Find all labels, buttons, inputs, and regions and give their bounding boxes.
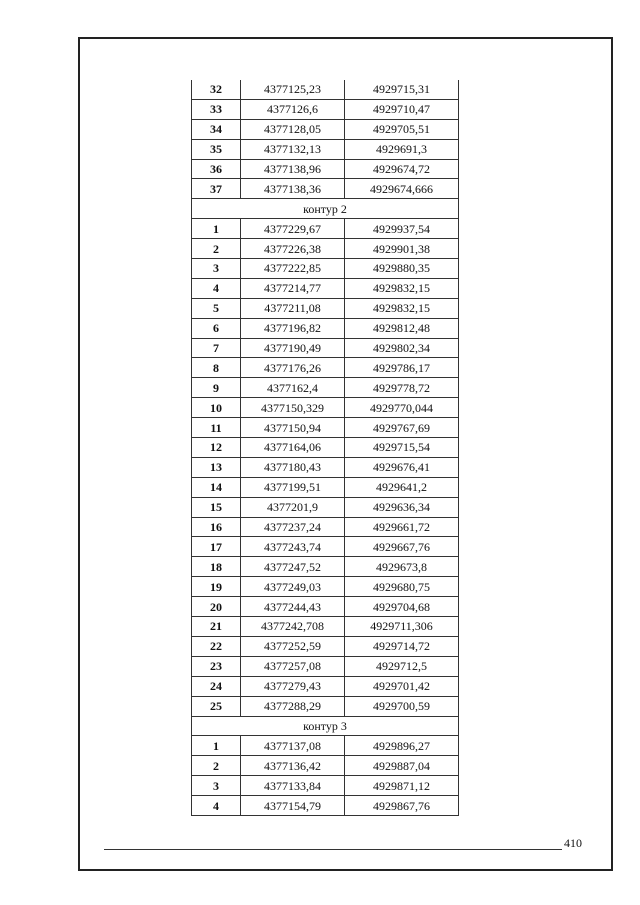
x-coordinate: 4377252,59 xyxy=(241,636,345,656)
y-coordinate: 4929937,54 xyxy=(345,219,459,239)
point-number: 22 xyxy=(192,636,241,656)
y-coordinate: 4929710,47 xyxy=(345,99,459,119)
x-coordinate: 4377199,51 xyxy=(241,477,345,497)
x-coordinate: 4377137,08 xyxy=(241,736,345,756)
point-number: 8 xyxy=(192,358,241,378)
y-coordinate: 4929786,17 xyxy=(345,358,459,378)
point-number: 25 xyxy=(192,696,241,716)
y-coordinate: 4929871,12 xyxy=(345,776,459,796)
section-title: контур 2 xyxy=(192,199,459,219)
table-row xyxy=(192,438,459,458)
y-coordinate: 4929896,27 xyxy=(345,736,459,756)
point-number: 4 xyxy=(192,796,241,816)
table-row xyxy=(192,517,459,537)
table-row xyxy=(192,338,459,358)
y-coordinate: 4929680,75 xyxy=(345,577,459,597)
point-number: 13 xyxy=(192,457,241,477)
x-coordinate: 4377138,36 xyxy=(241,179,345,199)
y-coordinate: 4929867,76 xyxy=(345,796,459,816)
point-number: 17 xyxy=(192,537,241,557)
x-coordinate: 4377237,24 xyxy=(241,517,345,537)
y-coordinate: 4929641,2 xyxy=(345,477,459,497)
table-row xyxy=(192,457,459,477)
point-number: 7 xyxy=(192,338,241,358)
table-row xyxy=(192,796,459,816)
y-coordinate: 4929802,34 xyxy=(345,338,459,358)
table-row xyxy=(192,80,459,99)
table-row xyxy=(192,318,459,338)
y-coordinate: 4929770,044 xyxy=(345,398,459,418)
y-coordinate: 4929778,72 xyxy=(345,378,459,398)
x-coordinate: 4377132,13 xyxy=(241,139,345,159)
y-coordinate: 4929767,69 xyxy=(345,418,459,438)
x-coordinate: 4377138,96 xyxy=(241,159,345,179)
table-row xyxy=(192,776,459,796)
x-coordinate: 4377190,49 xyxy=(241,338,345,358)
x-coordinate: 4377150,329 xyxy=(241,398,345,418)
x-coordinate: 4377154,79 xyxy=(241,796,345,816)
table-row xyxy=(192,99,459,119)
x-coordinate: 4377201,9 xyxy=(241,497,345,517)
table-row xyxy=(192,259,459,279)
y-coordinate: 4929832,15 xyxy=(345,298,459,318)
y-coordinate: 4929715,31 xyxy=(345,80,459,99)
y-coordinate: 4929704,68 xyxy=(345,597,459,617)
point-number: 15 xyxy=(192,497,241,517)
x-coordinate: 4377222,85 xyxy=(241,259,345,279)
x-coordinate: 4377279,43 xyxy=(241,676,345,696)
table-row xyxy=(192,219,459,239)
x-coordinate: 4377243,74 xyxy=(241,537,345,557)
point-number: 24 xyxy=(192,676,241,696)
point-number: 19 xyxy=(192,577,241,597)
x-coordinate: 4377136,42 xyxy=(241,756,345,776)
x-coordinate: 4377247,52 xyxy=(241,557,345,577)
table-row xyxy=(192,418,459,438)
point-number: 20 xyxy=(192,597,241,617)
x-coordinate: 4377214,77 xyxy=(241,278,345,298)
y-coordinate: 4929812,48 xyxy=(345,318,459,338)
point-number: 14 xyxy=(192,477,241,497)
point-number: 35 xyxy=(192,139,241,159)
table-row xyxy=(192,537,459,557)
y-coordinate: 4929832,15 xyxy=(345,278,459,298)
table-row xyxy=(192,497,459,517)
point-number: 4 xyxy=(192,278,241,298)
table-row xyxy=(192,298,459,318)
point-number: 3 xyxy=(192,776,241,796)
section-header-row xyxy=(192,199,459,219)
x-coordinate: 4377128,05 xyxy=(241,119,345,139)
coordinates-table xyxy=(191,80,459,816)
point-number: 36 xyxy=(192,159,241,179)
y-coordinate: 4929712,5 xyxy=(345,656,459,676)
point-number: 1 xyxy=(192,219,241,239)
point-number: 5 xyxy=(192,298,241,318)
table-row xyxy=(192,278,459,298)
table-row xyxy=(192,119,459,139)
y-coordinate: 4929901,38 xyxy=(345,239,459,259)
y-coordinate: 4929674,666 xyxy=(345,179,459,199)
y-coordinate: 4929701,42 xyxy=(345,676,459,696)
table-row xyxy=(192,597,459,617)
x-coordinate: 4377176,26 xyxy=(241,358,345,378)
table-row xyxy=(192,736,459,756)
x-coordinate: 4377288,29 xyxy=(241,696,345,716)
x-coordinate: 4377211,08 xyxy=(241,298,345,318)
point-number: 2 xyxy=(192,239,241,259)
y-coordinate: 4929676,41 xyxy=(345,457,459,477)
x-coordinate: 4377150,94 xyxy=(241,418,345,438)
x-coordinate: 4377196,82 xyxy=(241,318,345,338)
table-row xyxy=(192,477,459,497)
table-row xyxy=(192,756,459,776)
x-coordinate: 4377257,08 xyxy=(241,656,345,676)
x-coordinate: 4377125,23 xyxy=(241,80,345,99)
point-number: 2 xyxy=(192,756,241,776)
point-number: 18 xyxy=(192,557,241,577)
table-row xyxy=(192,557,459,577)
point-number: 9 xyxy=(192,378,241,398)
table-row xyxy=(192,696,459,716)
table-row xyxy=(192,358,459,378)
y-coordinate: 4929700,59 xyxy=(345,696,459,716)
y-coordinate: 4929661,72 xyxy=(345,517,459,537)
point-number: 16 xyxy=(192,517,241,537)
x-coordinate: 4377162,4 xyxy=(241,378,345,398)
point-number: 1 xyxy=(192,736,241,756)
x-coordinate: 4377164,06 xyxy=(241,438,345,458)
x-coordinate: 4377226,38 xyxy=(241,239,345,259)
table-row xyxy=(192,577,459,597)
point-number: 11 xyxy=(192,418,241,438)
y-coordinate: 4929715,54 xyxy=(345,438,459,458)
y-coordinate: 4929691,3 xyxy=(345,139,459,159)
x-coordinate: 4377244,43 xyxy=(241,597,345,617)
x-coordinate: 4377180,43 xyxy=(241,457,345,477)
point-number: 6 xyxy=(192,318,241,338)
point-number: 32 xyxy=(192,80,241,99)
point-number: 33 xyxy=(192,99,241,119)
y-coordinate: 4929880,35 xyxy=(345,259,459,279)
x-coordinate: 4377229,67 xyxy=(241,219,345,239)
section-title: контур 3 xyxy=(192,716,459,736)
point-number: 12 xyxy=(192,438,241,458)
point-number: 10 xyxy=(192,398,241,418)
y-coordinate: 4929673,8 xyxy=(345,557,459,577)
y-coordinate: 4929667,76 xyxy=(345,537,459,557)
x-coordinate: 4377133,84 xyxy=(241,776,345,796)
y-coordinate: 4929636,34 xyxy=(345,497,459,517)
y-coordinate: 4929887,04 xyxy=(345,756,459,776)
table-row xyxy=(192,398,459,418)
x-coordinate: 4377242,708 xyxy=(241,617,345,637)
x-coordinate: 4377126,6 xyxy=(241,99,345,119)
table-row xyxy=(192,378,459,398)
page-number: 410 xyxy=(564,836,582,850)
y-coordinate: 4929674,72 xyxy=(345,159,459,179)
footer-rule xyxy=(104,849,562,850)
table-row xyxy=(192,617,459,637)
table-row xyxy=(192,676,459,696)
point-number: 37 xyxy=(192,179,241,199)
table-row xyxy=(192,656,459,676)
table-row xyxy=(192,139,459,159)
point-number: 34 xyxy=(192,119,241,139)
section-header-row xyxy=(192,716,459,736)
point-number: 3 xyxy=(192,259,241,279)
y-coordinate: 4929711,306 xyxy=(345,617,459,637)
y-coordinate: 4929705,51 xyxy=(345,119,459,139)
table-row xyxy=(192,159,459,179)
x-coordinate: 4377249,03 xyxy=(241,577,345,597)
table-row xyxy=(192,636,459,656)
point-number: 21 xyxy=(192,617,241,637)
table-row xyxy=(192,179,459,199)
table-row xyxy=(192,239,459,259)
point-number: 23 xyxy=(192,656,241,676)
y-coordinate: 4929714,72 xyxy=(345,636,459,656)
